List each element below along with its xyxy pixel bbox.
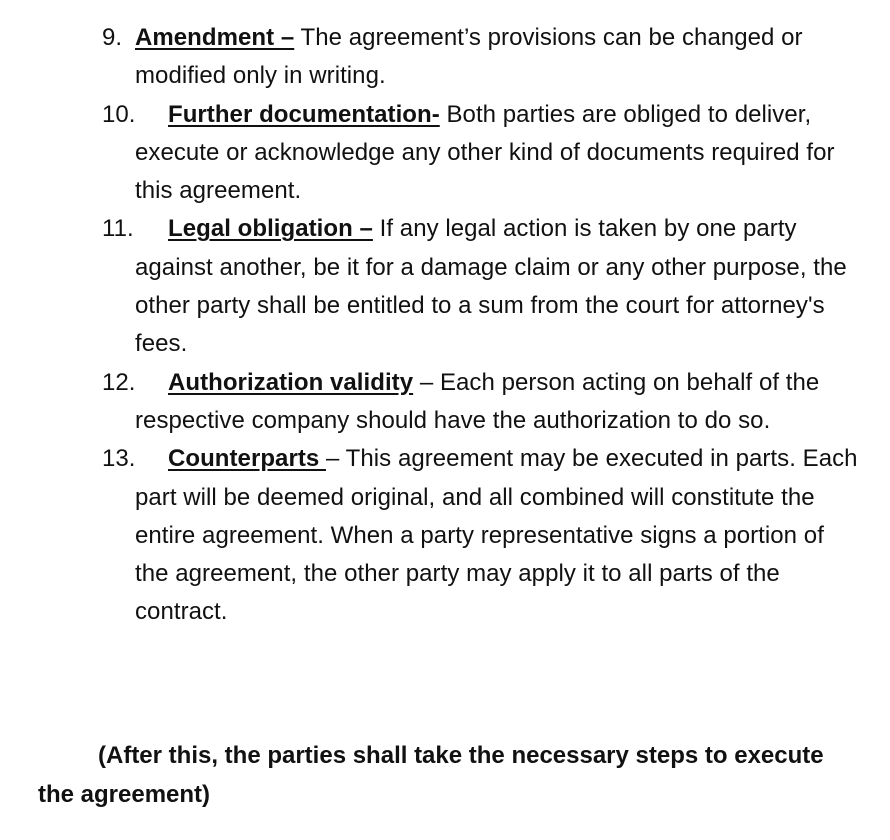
clause-body: Both parties are obliged to deliver, execute or acknowledge any other kind of documents required for this agreement. <box>135 100 835 205</box>
clause-number: 11. <box>102 215 134 243</box>
clause-title: Further documentation- <box>168 100 440 128</box>
clause-body: – Each person acting on behalf of the respective company should have the authorization to do so. <box>135 368 820 434</box>
clause-title: Amendment – <box>135 24 295 51</box>
clause-number: 13. <box>102 445 136 473</box>
closing-note: (After this, the parties shall take the necessary steps to execute the agreement) <box>38 742 824 808</box>
clause-counterparts <box>0 440 890 631</box>
clause-body: The agreement’s provisions can be changed or modified only in writing. <box>135 24 803 90</box>
clause-amendment <box>0 19 890 96</box>
clause-authorization-validity <box>0 364 890 441</box>
clause-number: 10. <box>102 100 136 128</box>
clause-body: – This agreement may be executed in parts. Each part will be deemed original, and all combined will constitute the entire agreement. When a party representative signs a portion of the agreement, the other party may apply it to all parts of the contract. <box>135 445 858 626</box>
clause-title: Legal obligation – <box>168 215 373 243</box>
clause-further-documentation <box>0 96 890 211</box>
clause-title: Counterparts <box>168 445 326 473</box>
clause-legal-obligation <box>0 210 890 363</box>
clause-title: Authorization validity <box>168 368 414 396</box>
clause-list <box>0 19 890 632</box>
clause-number: 12. <box>102 368 136 396</box>
clause-body: If any legal action is taken by one party against another, be it for a damage claim or any other purpose, the other party shall be entitled to a sum from the court for attorney's fees. <box>135 215 847 358</box>
clause-number: 9. <box>102 24 123 51</box>
